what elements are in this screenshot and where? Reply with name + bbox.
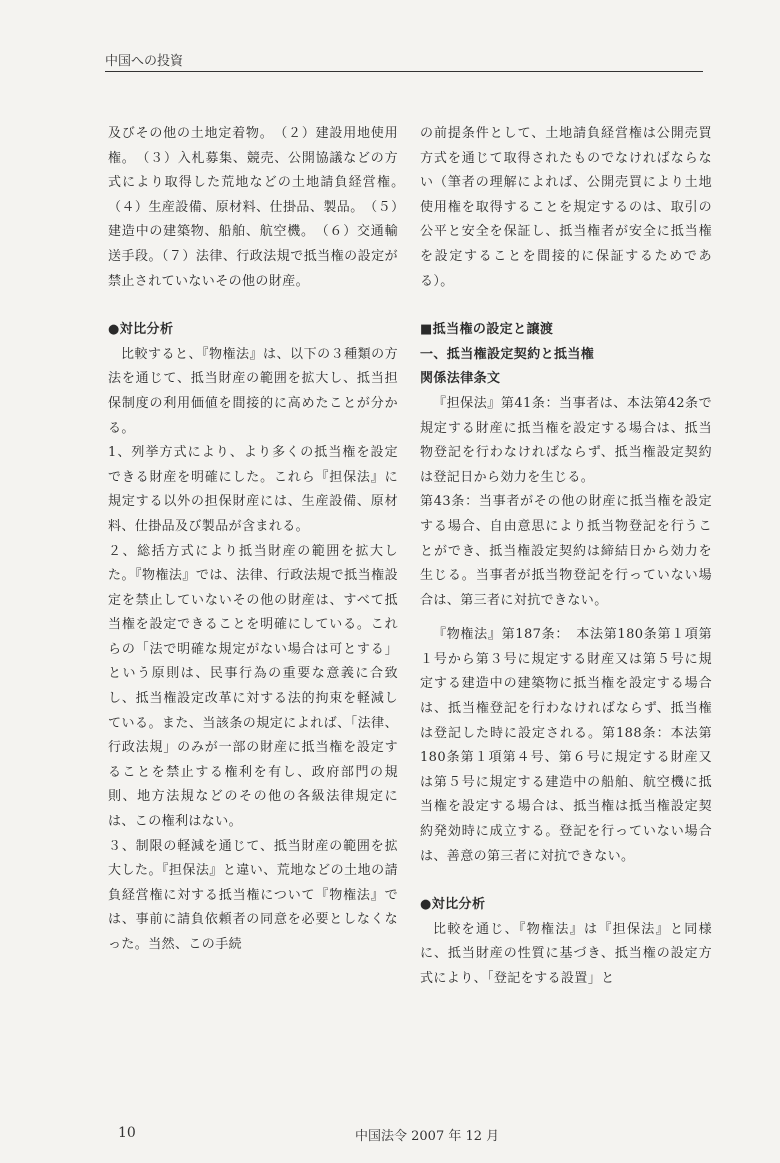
paragraph: 比較を通じ、『物権法』は『担保法』と同様に、抵当財産の性質に基づき、抵当権の設定方式により、「登記をする設置」と	[420, 921, 712, 986]
subsection-heading: 一、抵当権設定契約と抵当権	[420, 346, 595, 362]
paragraph: ３、制限の軽減を通じて、抵当財産の範囲を拡大した。『担保法』と違い、荒地などの土地の請負経営権に対する抵当権について『物権法』では、事前に請負依頼者の同意を必要としなくなった。当然、この手続	[108, 838, 398, 952]
paragraph: 『物権法』第187条： 本法第180条第１項第１号から第３号に規定する財産又は第５号に規定する建造中の建築物に抵当権を設定する場合は、抵当権登記を行わなければならず、抵当権は登記した時に設定される。第188条：本法第180条第１項第４号、第６号に規定する財産又は第５号に規定する建造中の船舶、航空機に抵当権を設定する場合は、抵当権は抵当権設定契約発効時に成立する。登記を行っていない場合は、善意の第三者に対抗できない。	[420, 627, 712, 864]
paragraph: 比較すると、『物権法』は、以下の３種類の方法を通じて、抵当財産の範囲を拡大し、抵当担保制度の利用価値を間接的に高めたことが分かる。	[108, 346, 398, 436]
subsection-heading: 関係法律条文	[420, 371, 501, 387]
paragraph: の前提条件として、土地請負経営権は公開売買方式を通じて取得されたものでなければならない（筆者の理解によれば、公開売買により土地使用権を取得することを規定するのは、取引の公平と安全を保証し、抵当権者が安全に抵当権を設定することを間接的に保証するためである）。	[420, 126, 712, 289]
left-column	[108, 122, 412, 958]
section-heading: ●対比分析	[108, 322, 174, 338]
paragraph: 第43条：当事者がその他の財産に抵当権を設定する場合、自由意思により抵当物登記を行うことができ、抵当権設定契約は締結日から効力を生じる。当事者が抵当物登記を行っていない場合は、第三者に対抗できない。	[420, 494, 712, 608]
publication-footer: 中国法令 2007 年 12 月	[355, 1129, 500, 1144]
paragraph: 及びその他の土地定着物。 （２）建設用地使用権。 （３）入札募集、競売、公開協議などの方式により取得した荒地などの土地請負経営権。 （４）生産設備、原材料、仕掛品、製品。 （５）建造中の建築物、船舶、航空機。 （６）交通輸送手段。（７）法律、行政法規で抵当権の設定が禁止されていないその他の財産。	[108, 126, 412, 289]
section-heading: ●対比分析	[420, 897, 486, 913]
header-title: 中国への投資	[105, 54, 184, 69]
right-column	[420, 122, 712, 992]
running-header	[105, 50, 703, 72]
section-heading: ■抵当権の設定と譲渡	[420, 322, 554, 338]
page-number: 10	[118, 1125, 136, 1141]
paragraph: 1、列挙方式により、より多くの抵当権を設定できる財産を明確にした。これら『担保法』に規定する以外の担保財産には、生産設備、原材料、仕掛品及び製品が含まれる。	[108, 445, 398, 534]
paragraph: 『担保法』第41条：当事者は、本法第42条で規定する財産に抵当権を設定する場合は、抵当物登記を行わなければならず、抵当権設定契約は登記日から効力を生じる。	[420, 395, 712, 485]
paragraph: ２、総括方式により抵当財産の範囲を拡大した。『物権法』では、法律、行政法規で抵当権設定を禁止していないその他の財産は、すべて抵当権を設定できることを明確にしている。これらの「法で明確な規定がない場合は可とする」という原則は、民事行為の重要な意義に合致し、抵当権設定改革に対する法的拘束を軽減している。また、当該条の規定によれば、「法律、行政法規」のみが一部の財産に抵当権を設定することを禁止する権利を有し、政府部門の規則、地方法規などのその他の各級法律規定には、この権利はない。	[108, 543, 398, 830]
